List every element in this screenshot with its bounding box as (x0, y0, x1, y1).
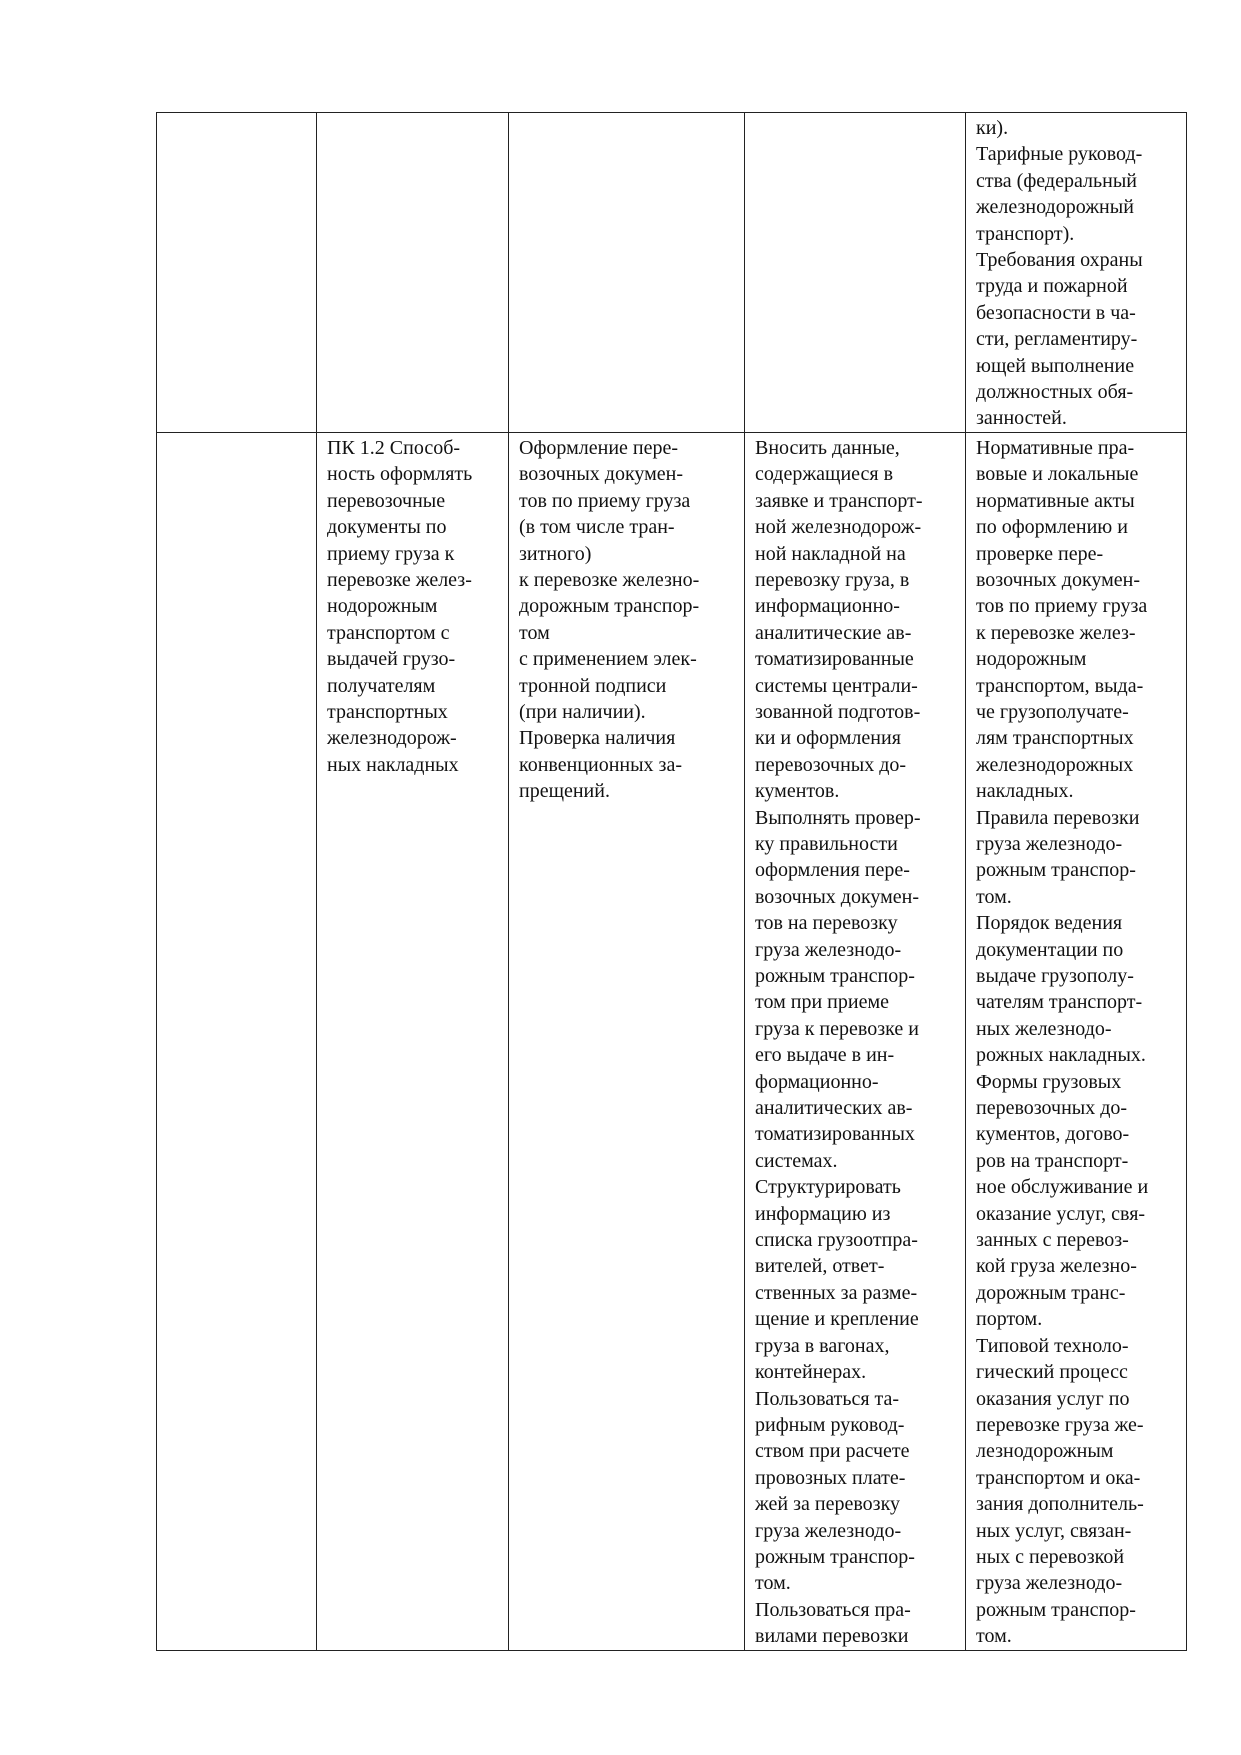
table-cell (157, 113, 317, 433)
skills-cell: Вносить данные, содержащиеся в заявке и транспорт- ной железнодорож- ной накладной на перевозку груза, в информационно- аналитические ав- томатизированные системы централи- зованной подготов- ки и оформления перевозочных до- кументов. Выполнять провер- ку правильности оформления пере- возочных докумен- тов на перевозку груза железнодо- рожным транспор- том при приеме груза к перевозке и его выдаче в ин- формационно- аналитических ав- томатизированных системах. Структурировать информацию из списка грузоотпра- вителей, ответ- ственных за разме- щение и крепление груза в вагонах, контейнерах. Пользоваться та- рифным руковод- ством при расчете провозных плате- жей за перевозку груза железнодо- рожным транспор- том. Пользоваться пра- вилами перевозки (745, 432, 966, 1650)
table-cell (745, 113, 966, 433)
table-row (157, 432, 1187, 1650)
table-cell (317, 113, 509, 433)
competency-cell: ПК 1.2 Способ- ность оформлять перевозочные документы по приему груза к перевозке желез- нодорожным транспортом с выдачей грузо- получателям транспортных железнодорож- ных накладных (317, 432, 509, 1650)
table-cell (509, 113, 745, 433)
labor-action-cell: Оформление пере- возочных докумен- тов по приему груза (в том числе тран- зитного) к перевозке железно- дорожным транспор- том с применением элек- тронной подписи (при наличии). Проверка наличия конвенционных за- прещений. (509, 432, 745, 1650)
table-row (157, 113, 1187, 433)
table-cell (157, 432, 317, 1650)
competency-table (156, 112, 1187, 1651)
knowledge-cell: ки). Тарифные руковод- ства (федеральный железнодорожный транспорт). Требования охраны труда и пожарной безопасности в ча- сти, регламентиру- ющей выполнение должностных обя- занностей. (966, 113, 1187, 433)
knowledge-cell: Нормативные пра- вовые и локальные нормативные акты по оформлению и проверке пере- возочных докумен- тов по приему груза к перевозке желез- нодорожным транспортом, выда- че грузополучате- лям транспортных железнодорожных накладных. Правила перевозки груза железнодо- рожным транспор- том. Порядок ведения документации по выдаче грузополу- чателям транспорт- ных железнодо- рожных накладных. Формы грузовых перевозочных до- кументов, догово- ров на транспорт- ное обслуживание и оказание услуг, свя- занных с перевоз- кой груза железно- дорожным транс- портом. Типовой техноло- гический процесс оказания услуг по перевозке груза же- лезнодорожным транспортом и ока- зания дополнитель- ных услуг, связан- ных с перевозкой груза железнодо- рожным транспор- том. (966, 432, 1187, 1650)
